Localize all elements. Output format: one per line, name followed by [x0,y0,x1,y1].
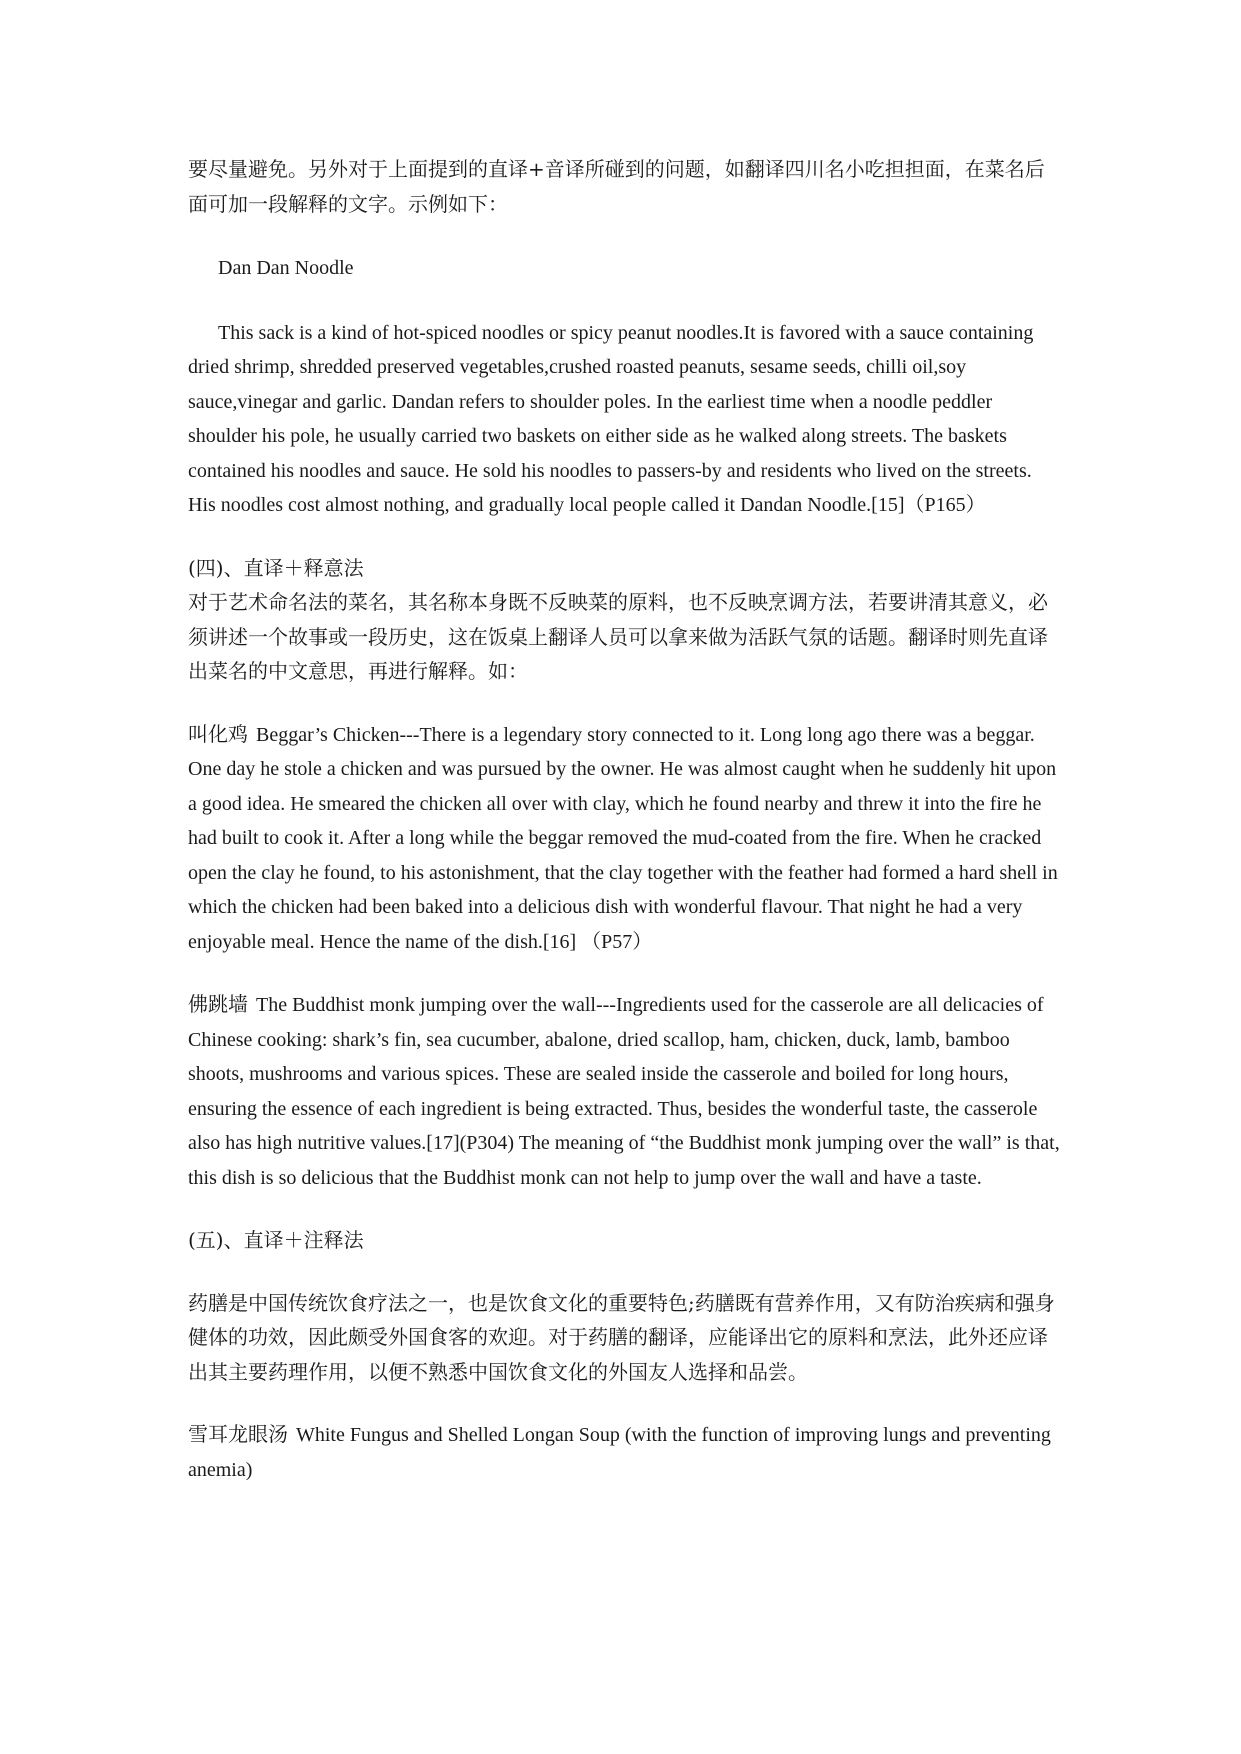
paragraph-section-4-intro: 对于艺术命名法的菜名，其名称本身既不反映菜的原料，也不反映烹调方法，若要讲清其意义，必须讲述一个故事或一段历史，这在饭桌上翻译人员可以拿来做为活跃气氛的话题。翻译时则先直译出菜名的中文意思，再进行解释。如： [188,590,1048,683]
paragraph-white-fungus-soup [188,1417,1063,1487]
paragraph-beggars-chicken [188,717,1063,960]
dish-name-chinese: 佛跳墙 [188,992,248,1016]
document-body [188,152,1063,1487]
section-heading-5: (五)、直译＋注释法 [188,1228,364,1252]
dish-name-chinese: 雪耳龙眼汤 [188,1422,288,1446]
paragraph-buddha-jumps-wall [188,987,1063,1195]
dish-description: Beggar’s Chicken---There is a legendary story connected to it. Long long ago there was a beggar. One day he stole a chicken and was pursued by the owner. He was almost caught when he suddenly hit upon a good idea. He smeared the chicken all over with clay, which he found nearby and threw it into the fire he had built to cook it. After a long while the beggar removed the mud-coated from the fire. When he cracked open the clay he found, to his astonishment, that the clay together with the feather had formed a hard shell in which the chicken had been baked into a delicious dish with wonderful flavour. That night he had a very enjoyable meal. Hence the name of the dish.[16] （P57） [188,723,1058,953]
dish-description: White Fungus and Shelled Longan Soup (with the function of improving lungs and preventing anemia) [188,1424,1051,1481]
paragraph-medicinal-diet: 药膳是中国传统饮食疗法之一，也是饮食文化的重要特色;药膳既有营养作用，又有防治疾病和强身健体的功效，因此颇受外国食客的欢迎。对于药膳的翻译，应能译出它的原料和烹法，此外还应译出其主要药理作用，以便不熟悉中国饮食文化的外国友人选择和品尝。 [188,1290,1055,1384]
paragraph-dan-dan-description: This sack is a kind of hot-spiced noodles or spicy peanut noodles.It is favored with a sauce containing dried shrimp, shredded preserved vegetables,crushed roasted peanuts, sesame seeds, chilli oil,soy sauce,vinegar and garlic. Dandan refers to shoulder poles. In the earliest time when a noodle peddler shoulder his pole, he usually carried two baskets on either side as he walked along streets. The baskets contained his noodles and sauce. He sold his noodles to passers-by and residents who lived on the streets. His noodles cost almost nothing, and gradually local people called it Dandan Noodle.[15]（P165） [188,321,1034,516]
dish-name-chinese: 叫化鸡 [188,721,248,746]
dish-title-dan-dan-noodle: Dan Dan Noodle [218,257,354,279]
dish-description: The Buddhist monk jumping over the wall---Ingredients used for the casserole are all delicacies of Chinese cooking: shark’s fin, sea cucumber, abalone, dried scallop, ham, chicken, duck, lamb, bamboo shoots, mushrooms and various spices. These are sealed inside the casserole and boiled for long hours, ensuring the essence of each ingredient is being extracted. Thus, besides the wonderful taste, the casserole also has high nutritive values.[17](P304) The meaning of “the Buddhist monk jumping over the wall” is that, this dish is so delicious that the Buddhist monk can not help to jump over the wall and have a taste. [188,994,1060,1189]
section-heading-4: (四)、直译＋释意法 [188,555,364,580]
paragraph-intro: 要尽量避免。另外对于上面提到的直译+音译所碰到的问题，如翻译四川名小吃担担面，在菜名后面可加一段解释的文字。示例如下： [188,157,1045,216]
